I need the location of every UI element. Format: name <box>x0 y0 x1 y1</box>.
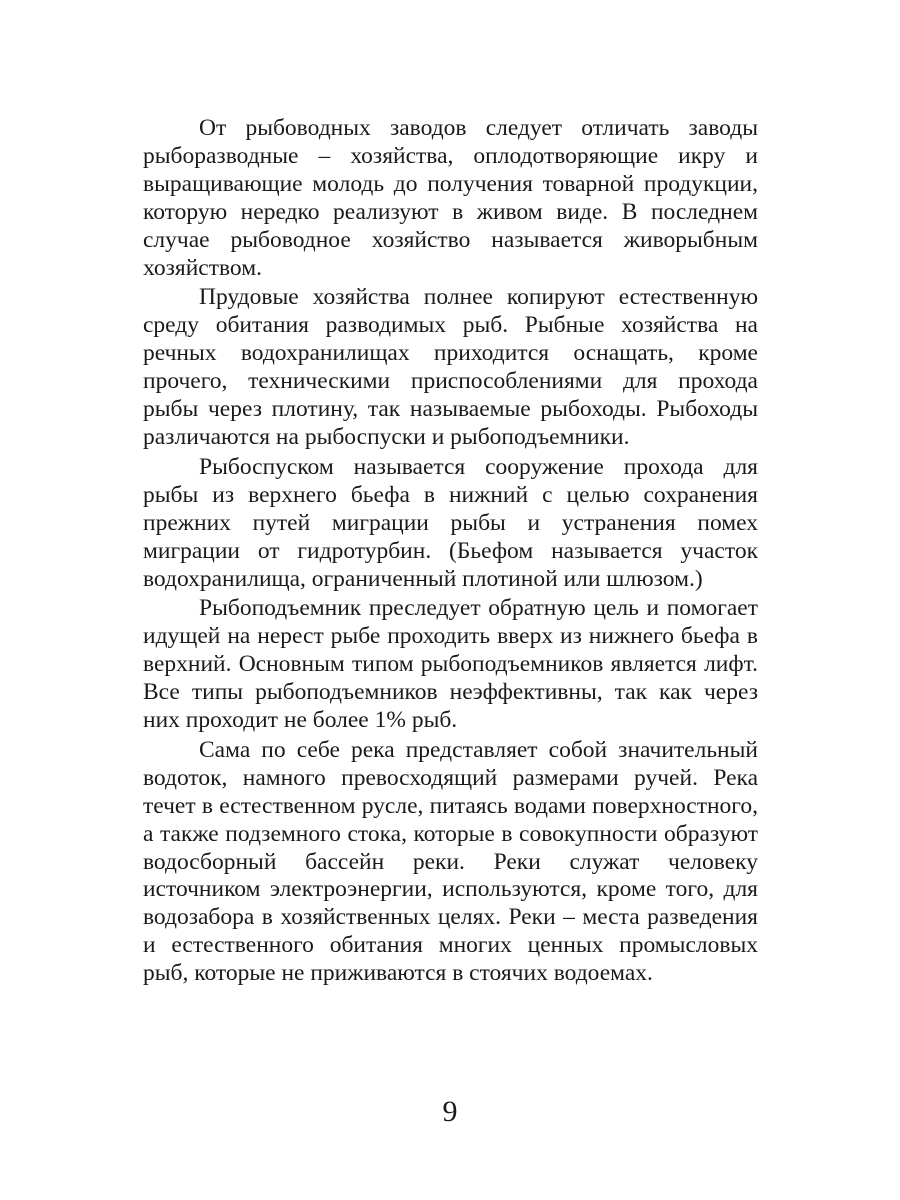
page-number: 9 <box>442 1095 458 1128</box>
paragraph-river: Сама по себе река представляет собой значительный водоток, намного превосходящий размерами ручей. Река течет в естественном русле, питаясь водами поверхностного, а также подземного стока, которые в совокупности образуют водосборный бассейн реки. Реки служат человеку источником электроэнергии, используются, кроме того, для водозабора в хозяйственных целях. Реки – места разведения и естественного обитания многих ценных промысловых рыб, которые не приживаются в стоячих водоемах. <box>143 736 758 987</box>
paragraph-pond-farms: Прудовые хозяйства полнее копируют естественную среду обитания разводимых рыб. Рыбные хозяйства на речных водохранилищах приходится оснащать, кроме прочего, техническими приспособлениями для прохода рыбы через плотину, так называемые рыбоходы. Рыбоходы различаются на рыбоспуски и рыбоподъемники. <box>143 284 758 450</box>
paragraph-fish-passage: Рыбоспуском называется сооружение прохода для рыбы из верхнего бьефа в нижний с целью сохранения прежних путей миграции рыбы и устранения помех миграции от гидротурбин. (Бьефом называется участок водохранилища, ограниченный плотиной или шлюзом.) <box>143 453 758 592</box>
paragraph-fish-lift: Рыбоподъемник преследует обратную цель и помогает идущей на нерест рыбе проходить вверх из нижнего бьефа в верхний. Основным типом рыбоподъемников является лифт. Все типы рыбоподъемников неэффективны, так как через них проходит не более 1% рыб. <box>143 595 758 734</box>
body-text <box>143 115 758 990</box>
paragraph-fish-breeding-farms: От рыбоводных заводов следует отличать заводы рыборазводные – хозяйства, оплодотворяющие икру и выращивающие молодь до получения товарной продукции, которую нередко реализуют в живом виде. В последнем случае рыбоводное хозяйство называется живорыбным хозяйством. <box>143 115 758 281</box>
